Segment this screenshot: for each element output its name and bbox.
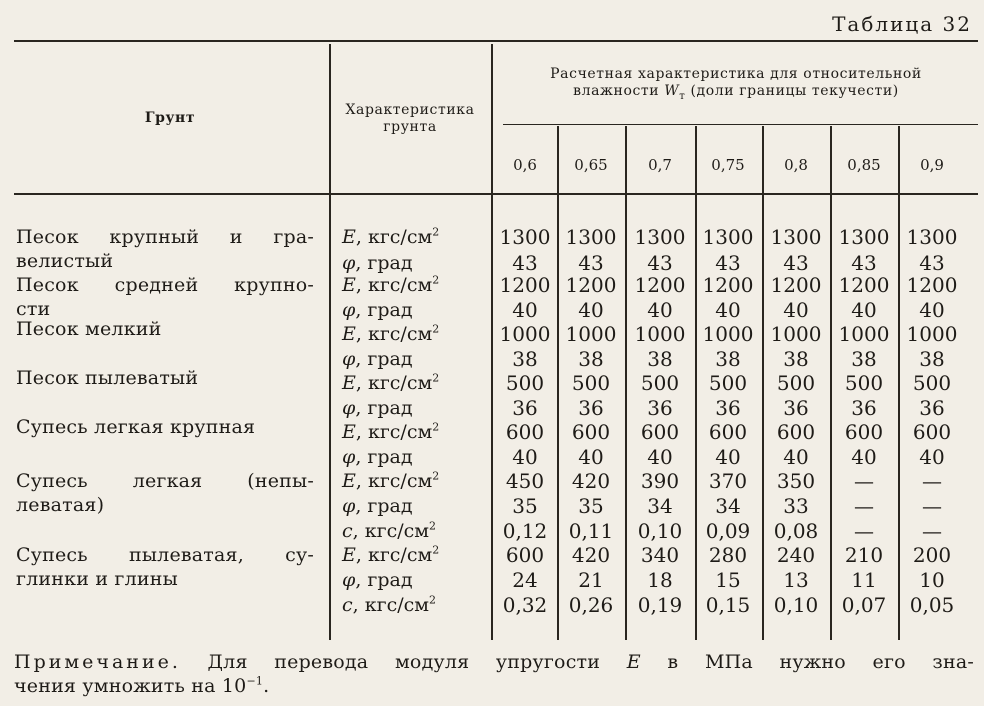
value-cell: 34	[647, 494, 673, 518]
value-cell: 1300	[499, 225, 551, 249]
value-cell: 43	[512, 251, 538, 275]
note-symbol: E	[626, 651, 641, 673]
value-cell: 35	[512, 494, 538, 518]
value-cell: 600	[640, 420, 680, 444]
parameter-label	[342, 494, 413, 518]
value-cell: 40	[512, 445, 538, 469]
value-cell: 38	[715, 347, 741, 371]
value-cell: 21	[578, 568, 604, 592]
value-cell: 40	[851, 445, 877, 469]
soil-name	[16, 469, 314, 517]
value-cell: 40	[578, 445, 604, 469]
parameter-symbol: E	[342, 323, 356, 345]
parameter-unit: , кгс/см	[355, 372, 433, 394]
value-cell: 38	[512, 347, 538, 371]
col-divider-2	[625, 126, 627, 640]
parameter-unit: , кгс/см	[355, 323, 433, 345]
value-cell: 13	[783, 568, 809, 592]
parameter-label	[342, 347, 413, 371]
parameter-symbol: φ	[342, 569, 356, 591]
value-cell: 1200	[499, 273, 551, 297]
parameter-unit: , град	[355, 569, 413, 591]
parameter-unit: , кгс/см	[355, 226, 433, 248]
parameter-unit: , град	[355, 446, 413, 468]
parameter-symbol: φ	[342, 397, 356, 419]
value-cell: 0,08	[773, 519, 819, 543]
parameter-symbol: E	[342, 421, 356, 443]
value-cell: 38	[647, 347, 673, 371]
parameter-unit-exponent: 2	[429, 519, 437, 533]
value-cell: 40	[715, 445, 741, 469]
value-cell: 40	[851, 298, 877, 322]
value-cell: 1300	[702, 225, 754, 249]
value-cell: 200	[912, 543, 952, 567]
value-cell: 1000	[702, 322, 754, 346]
value-cell: 0,26	[568, 593, 614, 617]
value-cell: 0,32	[502, 593, 548, 617]
parameter-unit: , кгс/см	[355, 274, 433, 296]
value-cell: 370	[708, 469, 748, 493]
value-cell: 0,10	[637, 519, 683, 543]
note-text1: Для перевода модуля упругости	[180, 651, 627, 673]
parameter-unit-exponent: 2	[432, 322, 440, 336]
value-cell: 15	[715, 568, 741, 592]
parameter-symbol: E	[342, 470, 356, 492]
table-note	[14, 650, 974, 698]
parameter-symbol: φ	[342, 495, 356, 517]
moisture-header-5: 0,85	[847, 156, 881, 174]
value-cell: 350	[776, 469, 816, 493]
value-cell: 500	[708, 371, 748, 395]
header-characteristic	[334, 102, 486, 136]
parameter-label	[342, 322, 439, 346]
parameter-unit: , град	[355, 348, 413, 370]
parameter-unit: , кгс/см	[352, 520, 430, 542]
value-cell: 36	[919, 396, 945, 420]
header-design-line2-suffix: (доли границы текучести)	[685, 83, 899, 99]
parameter-unit-exponent: 2	[432, 371, 440, 385]
parameter-symbol: E	[342, 274, 356, 296]
value-cell: 38	[783, 347, 809, 371]
value-cell: 40	[919, 445, 945, 469]
parameter-unit: , кгс/см	[355, 421, 433, 443]
soil-name-line2: Супесь легкая крупная	[16, 416, 256, 438]
soil-name-line2: леватая)	[16, 494, 105, 516]
parameter-symbol: φ	[342, 252, 356, 274]
value-cell: 11	[851, 568, 877, 592]
value-cell: 500	[912, 371, 952, 395]
header-char-line2: грунта	[383, 119, 437, 135]
value-cell: 36	[578, 396, 604, 420]
value-cell: 600	[844, 420, 884, 444]
note-end: .	[263, 675, 270, 697]
value-cell: 40	[578, 298, 604, 322]
value-cell: —	[922, 519, 942, 543]
value-cell: 43	[715, 251, 741, 275]
value-cell: —	[922, 494, 942, 518]
value-cell: 40	[512, 298, 538, 322]
value-cell: 1000	[634, 322, 686, 346]
value-cell: 340	[640, 543, 680, 567]
soil-name-line2: Песок пылеватый	[16, 367, 199, 389]
value-cell: 600	[912, 420, 952, 444]
header-soil: Грунт	[144, 110, 196, 126]
value-cell: 36	[512, 396, 538, 420]
value-cell: 0,15	[705, 593, 751, 617]
value-cell: 600	[708, 420, 748, 444]
value-cell: 36	[851, 396, 877, 420]
value-cell: 1300	[838, 225, 890, 249]
value-cell: 1300	[634, 225, 686, 249]
parameter-unit: , град	[355, 299, 413, 321]
value-cell: 36	[715, 396, 741, 420]
parameter-unit: , кгс/см	[355, 544, 433, 566]
note-text2: в МПа нужно его зна-	[640, 651, 974, 673]
parameter-symbol: φ	[342, 446, 356, 468]
value-cell: 1300	[906, 225, 958, 249]
value-cell: 1200	[634, 273, 686, 297]
value-cell: 0,07	[841, 593, 887, 617]
soil-name-line1: Супесь легкая (непы-	[16, 470, 314, 492]
value-cell: 600	[571, 420, 611, 444]
parameter-unit: , град	[355, 397, 413, 419]
value-cell: 18	[647, 568, 673, 592]
top-rule	[14, 40, 978, 42]
value-cell: 600	[776, 420, 816, 444]
parameter-symbol: E	[342, 544, 356, 566]
parameter-unit: , кгс/см	[352, 594, 430, 616]
soil-name	[16, 543, 314, 591]
parameter-unit-exponent: 2	[432, 273, 440, 287]
parameter-symbol: c	[342, 520, 353, 542]
value-cell: —	[854, 494, 874, 518]
value-cell: 40	[919, 298, 945, 322]
value-cell: 1200	[565, 273, 617, 297]
value-cell: —	[854, 519, 874, 543]
header-design-symbol: W	[664, 83, 680, 99]
value-cell: 600	[505, 543, 545, 567]
value-cell: 500	[640, 371, 680, 395]
parameter-symbol: c	[342, 594, 353, 616]
value-cell: 36	[647, 396, 673, 420]
parameter-label	[342, 445, 413, 469]
parameter-unit-exponent: 2	[432, 469, 440, 483]
moisture-header-0: 0,6	[513, 156, 537, 174]
value-cell: 35	[578, 494, 604, 518]
value-cell: 1000	[770, 322, 822, 346]
parameter-label	[342, 396, 413, 420]
parameter-label	[342, 519, 436, 543]
value-cell: 0,11	[568, 519, 614, 543]
value-cell: 0,12	[502, 519, 548, 543]
header-design-sub: т	[679, 90, 686, 102]
value-cell: 38	[919, 347, 945, 371]
note-line2: чения умножить на 10	[14, 675, 247, 697]
value-cell: 40	[647, 445, 673, 469]
soil-name	[16, 273, 314, 321]
value-cell: 0,05	[909, 593, 955, 617]
value-cell: 40	[715, 298, 741, 322]
parameter-symbol: φ	[342, 299, 356, 321]
parameter-symbol: E	[342, 372, 356, 394]
parameter-unit-exponent: 2	[432, 225, 440, 239]
table-caption: Таблица 32	[832, 12, 972, 36]
soil-name	[16, 415, 314, 439]
value-cell: 600	[505, 420, 545, 444]
value-cell: 1000	[499, 322, 551, 346]
value-cell: 40	[783, 298, 809, 322]
value-cell: 1000	[906, 322, 958, 346]
note-exponent: −1	[246, 674, 264, 688]
parameter-unit: , град	[355, 495, 413, 517]
value-cell: 210	[844, 543, 884, 567]
header-char-line1: Характеристика	[345, 102, 475, 118]
value-cell: 40	[783, 445, 809, 469]
value-cell: 240	[776, 543, 816, 567]
soil-name	[16, 366, 314, 390]
value-cell: 420	[571, 543, 611, 567]
value-cell: 390	[640, 469, 680, 493]
soil-name	[16, 317, 314, 341]
value-cell: 280	[708, 543, 748, 567]
value-cell: 43	[783, 251, 809, 275]
parameter-label	[342, 225, 439, 249]
header-bottom-rule	[14, 193, 978, 195]
value-cell: 10	[919, 568, 945, 592]
value-cell: 450	[505, 469, 545, 493]
moisture-header-1: 0,65	[574, 156, 608, 174]
value-cell: 1200	[906, 273, 958, 297]
value-cell: 38	[578, 347, 604, 371]
value-cell: 500	[571, 371, 611, 395]
value-cell: 43	[647, 251, 673, 275]
parameter-unit-exponent: 2	[432, 543, 440, 557]
parameter-unit-exponent: 2	[429, 593, 437, 607]
soil-name-line2: сти	[16, 298, 51, 320]
value-cell: 43	[578, 251, 604, 275]
parameter-label	[342, 251, 413, 275]
value-cell: 1200	[702, 273, 754, 297]
parameter-unit-exponent: 2	[432, 420, 440, 434]
value-cell: 33	[783, 494, 809, 518]
value-cell: 1000	[838, 322, 890, 346]
subheader-rule	[503, 124, 978, 125]
soil-name-line1: Песок крупный и гра-	[16, 226, 314, 248]
value-cell: 0,19	[637, 593, 683, 617]
parameter-unit: , град	[355, 252, 413, 274]
value-cell: 36	[783, 396, 809, 420]
soil-name-line1: Супесь пылеватая, су-	[16, 544, 314, 566]
soil-name	[16, 225, 314, 273]
value-cell: 500	[776, 371, 816, 395]
header-design-line2-prefix: влажности	[573, 83, 665, 99]
soil-name-line2: велистый	[16, 250, 114, 272]
header-design	[497, 66, 975, 105]
soil-name-line2: глинки и глины	[16, 568, 178, 590]
value-cell: 1200	[770, 273, 822, 297]
value-cell: —	[922, 469, 942, 493]
value-cell: 38	[851, 347, 877, 371]
value-cell: 420	[571, 469, 611, 493]
parameter-label	[342, 568, 413, 592]
moisture-header-6: 0,9	[920, 156, 944, 174]
parameter-label	[342, 593, 436, 617]
value-cell: 500	[844, 371, 884, 395]
note-label: Примечание.	[14, 651, 181, 673]
value-cell: 500	[505, 371, 545, 395]
header-design-line1: Расчетная характеристика для относительной	[550, 66, 922, 82]
value-cell: 24	[512, 568, 538, 592]
value-cell: 1200	[838, 273, 890, 297]
moisture-header-3: 0,75	[711, 156, 745, 174]
value-cell: 0,10	[773, 593, 819, 617]
parameter-label	[342, 469, 439, 493]
value-cell: 34	[715, 494, 741, 518]
soil-name-line1: Песок средней крупно-	[16, 274, 314, 296]
value-cell: —	[854, 469, 874, 493]
value-cell: 1300	[565, 225, 617, 249]
col-divider-soil	[329, 44, 331, 640]
value-cell: 0,09	[705, 519, 751, 543]
value-cell: 43	[919, 251, 945, 275]
parameter-unit: , кгс/см	[355, 470, 433, 492]
parameter-label	[342, 273, 439, 297]
value-cell: 40	[647, 298, 673, 322]
parameter-label	[342, 298, 413, 322]
parameter-label	[342, 543, 439, 567]
moisture-header-4: 0,8	[784, 156, 808, 174]
parameter-symbol: E	[342, 226, 356, 248]
value-cell: 43	[851, 251, 877, 275]
parameter-label	[342, 420, 439, 444]
parameter-label	[342, 371, 439, 395]
parameter-symbol: φ	[342, 348, 356, 370]
moisture-header-2: 0,7	[648, 156, 672, 174]
value-cell: 1000	[565, 322, 617, 346]
soil-name-line2: Песок мелкий	[16, 318, 162, 340]
value-cell: 1300	[770, 225, 822, 249]
